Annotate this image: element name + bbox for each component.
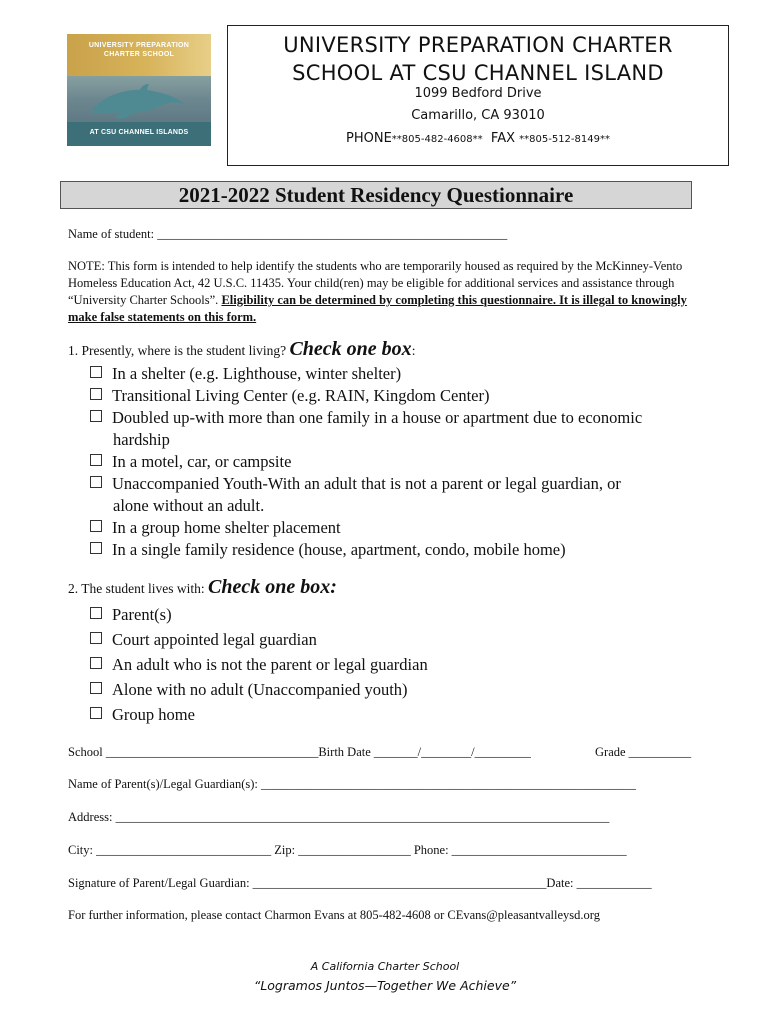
checkbox-icon[interactable] [90, 542, 102, 554]
checkbox-option[interactable]: In a motel, car, or campsite [90, 451, 642, 473]
checkbox-option[interactable]: In a group home shelter placement [90, 517, 642, 539]
checkbox-icon[interactable] [90, 366, 102, 378]
dolphin-icon [87, 82, 191, 122]
footer-tagline: A California Charter School [310, 960, 460, 973]
street-address: 1099 Bedford Drive [414, 86, 542, 101]
note-paragraph: NOTE: This form is intended to help identify the students who are temporarily housed as required by the McKinney-Vento Homeless Education Act, 42 U.S.C. 11435. Your child(ren) may be eligible for additional services and assistance through “University Charter Schools”. Eligibility can be determined by completing this questionnaire. It is illegal to knowingly make false statements on this form. [68, 259, 687, 324]
question-2: 2. The student lives with: Check one box: [68, 576, 337, 598]
school-logo [67, 34, 211, 146]
logo-text-bottom: AT CSU CHANNEL ISLANDS [89, 129, 189, 136]
checkbox-option[interactable]: Transitional Living Center (e.g. RAIN, Kingdom Center) [90, 385, 642, 407]
grade-field[interactable]: Grade __________ [595, 745, 692, 759]
city-address: Camarillo, CA 93010 [411, 108, 545, 123]
address-field[interactable]: Address: _______________________________________________________________________________ [68, 810, 610, 824]
footer-motto: “Logramos Juntos—Together We Achieve” [253, 978, 517, 993]
parent-name-field[interactable]: Name of Parent(s)/Legal Guardian(s): ____________________________________________________________ [68, 777, 636, 791]
checkbox-icon[interactable] [90, 682, 102, 694]
checkbox-icon[interactable] [90, 454, 102, 466]
student-name-field[interactable]: Name of student: ________________________________________________________ [68, 227, 508, 241]
checkbox-icon[interactable] [90, 657, 102, 669]
checkbox-option[interactable]: In a single family residence (house, apartment, condo, mobile home) [90, 539, 642, 561]
checkbox-option[interactable]: Unaccompanied Youth-With an adult that is not a parent or legal guardian, or alone without an adult. [90, 473, 642, 517]
question-2-options [90, 602, 428, 727]
checkbox-option[interactable]: An adult who is not the parent or legal guardian [90, 652, 428, 677]
checkbox-option[interactable]: In a shelter (e.g. Lighthouse, winter shelter) [90, 363, 642, 385]
checkbox-icon[interactable] [90, 520, 102, 532]
school-birthdate-field[interactable]: School __________________________________Birth Date _______/________/_________ [68, 745, 531, 759]
form-title: 2021-2022 Student Residency Questionnaire [60, 181, 692, 209]
checkbox-option[interactable]: Group home [90, 702, 428, 727]
checkbox-option[interactable]: Court appointed legal guardian [90, 627, 428, 652]
phone-fax: PHONE**805-482-4608** FAX **805-512-8149** [346, 131, 610, 146]
checkbox-option[interactable]: Alone with no adult (Unaccompanied youth) [90, 677, 428, 702]
checkbox-icon[interactable] [90, 388, 102, 400]
checkbox-icon[interactable] [90, 607, 102, 619]
question-1-options [90, 363, 642, 561]
contact-info: For further information, please contact Charmon Evans at 805-482-4608 or CEvans@pleasantvalleysd.org [68, 908, 600, 922]
checkbox-icon[interactable] [90, 707, 102, 719]
checkbox-icon[interactable] [90, 632, 102, 644]
checkbox-icon[interactable] [90, 476, 102, 488]
school-name: UNIVERSITY PREPARATION CHARTER SCHOOL AT CSU CHANNEL ISLAND [283, 33, 673, 85]
signature-date-field[interactable]: Signature of Parent/Legal Guardian: _______________________________________________Date: ____________ [68, 876, 652, 890]
question-1: 1. Presently, where is the student living? Check one box: [68, 338, 416, 360]
checkbox-option[interactable]: Parent(s) [90, 602, 428, 627]
checkbox-icon[interactable] [90, 410, 102, 422]
checkbox-option[interactable]: Doubled up-with more than one family in a house or apartment due to economic hardship [90, 407, 642, 451]
city-zip-phone-field[interactable]: City: ____________________________ Zip: __________________ Phone: ____________________________ [68, 843, 627, 857]
logo-text-top: UNIVERSITY PREPARATION CHARTER SCHOOL [88, 42, 190, 58]
